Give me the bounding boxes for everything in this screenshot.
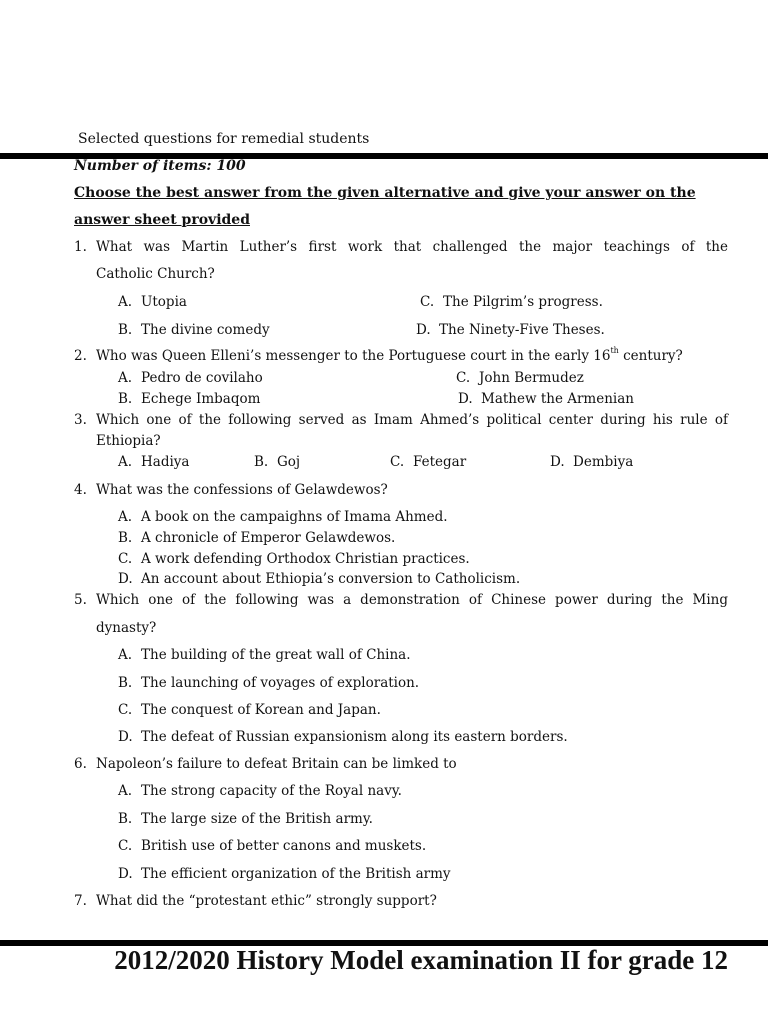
question-text: What did the “protestant ethic” strongly support? xyxy=(96,893,437,909)
option-3a[interactable]: A. Hadiya xyxy=(118,454,190,470)
question-text-cont: Ethiopia? xyxy=(96,433,161,449)
option-6c[interactable]: C. British use of better canons and muskets. xyxy=(118,838,427,854)
option-3b[interactable]: B. Goj xyxy=(254,454,301,470)
question-text: What was the confessions of Gelawdewos? xyxy=(96,482,388,498)
question-number: 7. xyxy=(74,893,87,909)
option-6d[interactable]: D. The efficient organization of the British army xyxy=(118,866,451,882)
question-number: 2. xyxy=(74,348,87,364)
question-number: 6. xyxy=(74,756,87,772)
question-text: Napoleon’s failure to defeat Britain can be limked to xyxy=(96,756,457,772)
number-of-items: Number of items: 100 xyxy=(74,158,246,174)
option-6b[interactable]: B. The large size of the British army. xyxy=(118,811,373,827)
option-6a[interactable]: A. The strong capacity of the Royal navy. xyxy=(118,783,402,799)
option-2c[interactable]: C. John Bermudez xyxy=(456,370,584,386)
option-5c[interactable]: C. The conquest of Korean and Japan. xyxy=(118,702,381,718)
option-1c[interactable]: C. The Pilgrim’s progress. xyxy=(420,294,603,310)
option-5b[interactable]: B. The launching of voyages of exploration. xyxy=(118,675,420,691)
question-text: What was Martin Luther’s first work that challenged the major teachings of the xyxy=(96,239,728,255)
option-3d[interactable]: D. Dembiya xyxy=(550,454,634,470)
option-4b[interactable]: B. A chronicle of Emperor Gelawdewos. xyxy=(118,530,396,546)
option-2d[interactable]: D. Mathew the Armenian xyxy=(458,391,634,407)
instruction-line-2: answer sheet provided xyxy=(74,212,250,228)
option-2a[interactable]: A. Pedro de covilaho xyxy=(118,370,263,386)
question-text-cont: Catholic Church? xyxy=(96,266,215,282)
option-5d[interactable]: D. The defeat of Russian expansionism along its eastern borders. xyxy=(118,729,568,745)
footer-title: 2012/2020 History Model examination II for grade 12 xyxy=(114,945,728,975)
question-number: 5. xyxy=(74,592,87,608)
question-number: 3. xyxy=(74,412,87,428)
option-1d[interactable]: D. The Ninety-Five Theses. xyxy=(416,322,605,338)
header-note: Selected questions for remedial students xyxy=(78,131,370,147)
question-text: Who was Queen Elleni’s messenger to the Portuguese court in the early 16th century? xyxy=(96,346,683,364)
question-text: Which one of the following was a demonstration of Chinese power during the Ming xyxy=(96,592,728,608)
instruction-line-1: Choose the best answer from the given alternative and give your answer on the xyxy=(74,185,696,201)
option-4c[interactable]: C. A work defending Orthodox Christian practices. xyxy=(118,551,470,567)
option-3c[interactable]: C. Fetegar xyxy=(390,454,467,470)
question-text: Which one of the following served as Imam Ahmed’s political center during his rule of xyxy=(96,412,728,428)
option-1a[interactable]: A. Utopia xyxy=(118,294,187,310)
question-text-cont: dynasty? xyxy=(96,620,157,636)
option-2b[interactable]: B. Echege Imbaqom xyxy=(118,391,261,407)
option-5a[interactable]: A. The building of the great wall of China. xyxy=(118,647,411,663)
question-number: 1. xyxy=(74,239,87,255)
question-number: 4. xyxy=(74,482,87,498)
option-4d[interactable]: D. An account about Ethiopia’s conversion to Catholicism. xyxy=(118,571,521,587)
option-4a[interactable]: A. A book on the campaighns of Imama Ahmed. xyxy=(118,509,448,525)
option-1b[interactable]: B. The divine comedy xyxy=(118,322,270,338)
